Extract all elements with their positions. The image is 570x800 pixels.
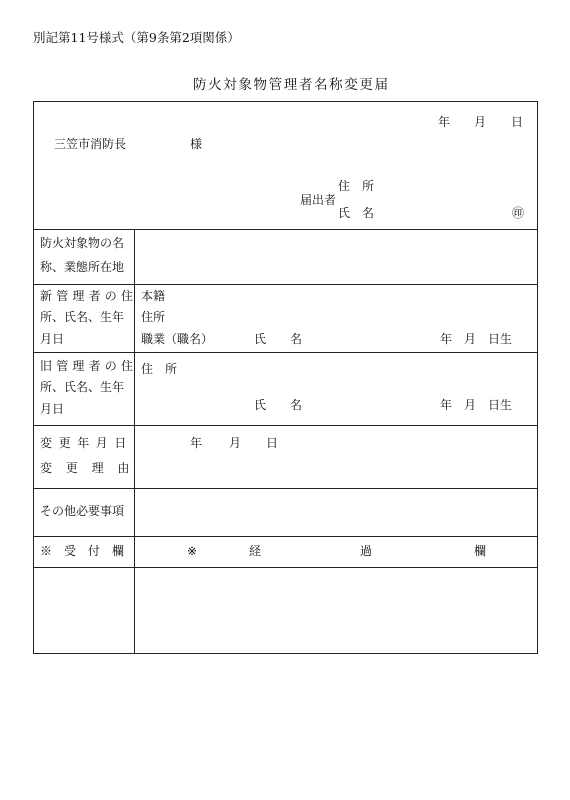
date-year: 年 <box>438 115 451 129</box>
addressee: 三笠市消防長 <box>54 137 127 151</box>
table-border-top <box>33 101 538 102</box>
change-date-day: 日 <box>266 436 279 450</box>
occupation-label: 職業（職名） <box>141 332 214 346</box>
form-title: 防火対象物管理者名称変更届 <box>193 77 390 93</box>
row-label: 所、氏名、生年 <box>40 380 125 394</box>
row-divider <box>33 425 538 426</box>
row-label: 所、氏名、生年 <box>40 310 125 324</box>
seal-mark: ㊞ <box>512 206 525 220</box>
name-label: 氏 名 <box>254 332 303 346</box>
row-label: 旧管理者の住 <box>40 359 138 373</box>
row-label: 新管理者の住 <box>40 289 138 303</box>
form-number: 別記第11号様式（第9条第2項関係） <box>33 30 240 45</box>
date-day: 日 <box>511 115 524 129</box>
row-divider <box>33 284 538 285</box>
birth-label: 年 月 日生 <box>440 332 513 346</box>
row-divider <box>33 352 538 353</box>
progress-box <box>135 568 537 653</box>
row-label: 防火対象物の名 <box>40 236 125 250</box>
row-label: 月日 <box>40 402 65 416</box>
address-label: 住所 <box>141 310 166 324</box>
progress-char: 欄 <box>474 544 487 558</box>
row-divider <box>33 229 538 230</box>
notifier-address-label: 住 所 <box>338 179 375 193</box>
row-label: その他必要事項 <box>40 504 125 518</box>
reception-box <box>34 568 134 653</box>
birth-label: 年 月 日生 <box>440 398 513 412</box>
table-border-bottom <box>33 653 538 654</box>
progress-mark: ※ <box>187 544 198 558</box>
row-label: 称、業態所在地 <box>40 260 125 274</box>
date-month: 月 <box>474 115 487 129</box>
notifier-label: 届出者 <box>300 193 337 207</box>
notifier-name-label: 氏 名 <box>338 206 375 220</box>
honorific: 様 <box>190 137 203 151</box>
row-divider <box>33 488 538 489</box>
row-divider <box>33 536 538 537</box>
table-border-right <box>537 101 538 654</box>
name-label: 氏 名 <box>254 398 303 412</box>
reception-label: ※ 受 付 欄 <box>40 544 125 558</box>
change-date-month: 月 <box>229 436 242 450</box>
row-label: 変更年月日 <box>40 436 134 450</box>
progress-char: 経 <box>249 544 262 558</box>
change-date-year: 年 <box>190 436 203 450</box>
row-label: 月日 <box>40 332 65 346</box>
row-label: 変更理由 <box>40 461 144 475</box>
domicile-label: 本籍 <box>141 289 166 303</box>
address-label: 住 所 <box>141 362 178 376</box>
progress-char: 過 <box>360 544 373 558</box>
